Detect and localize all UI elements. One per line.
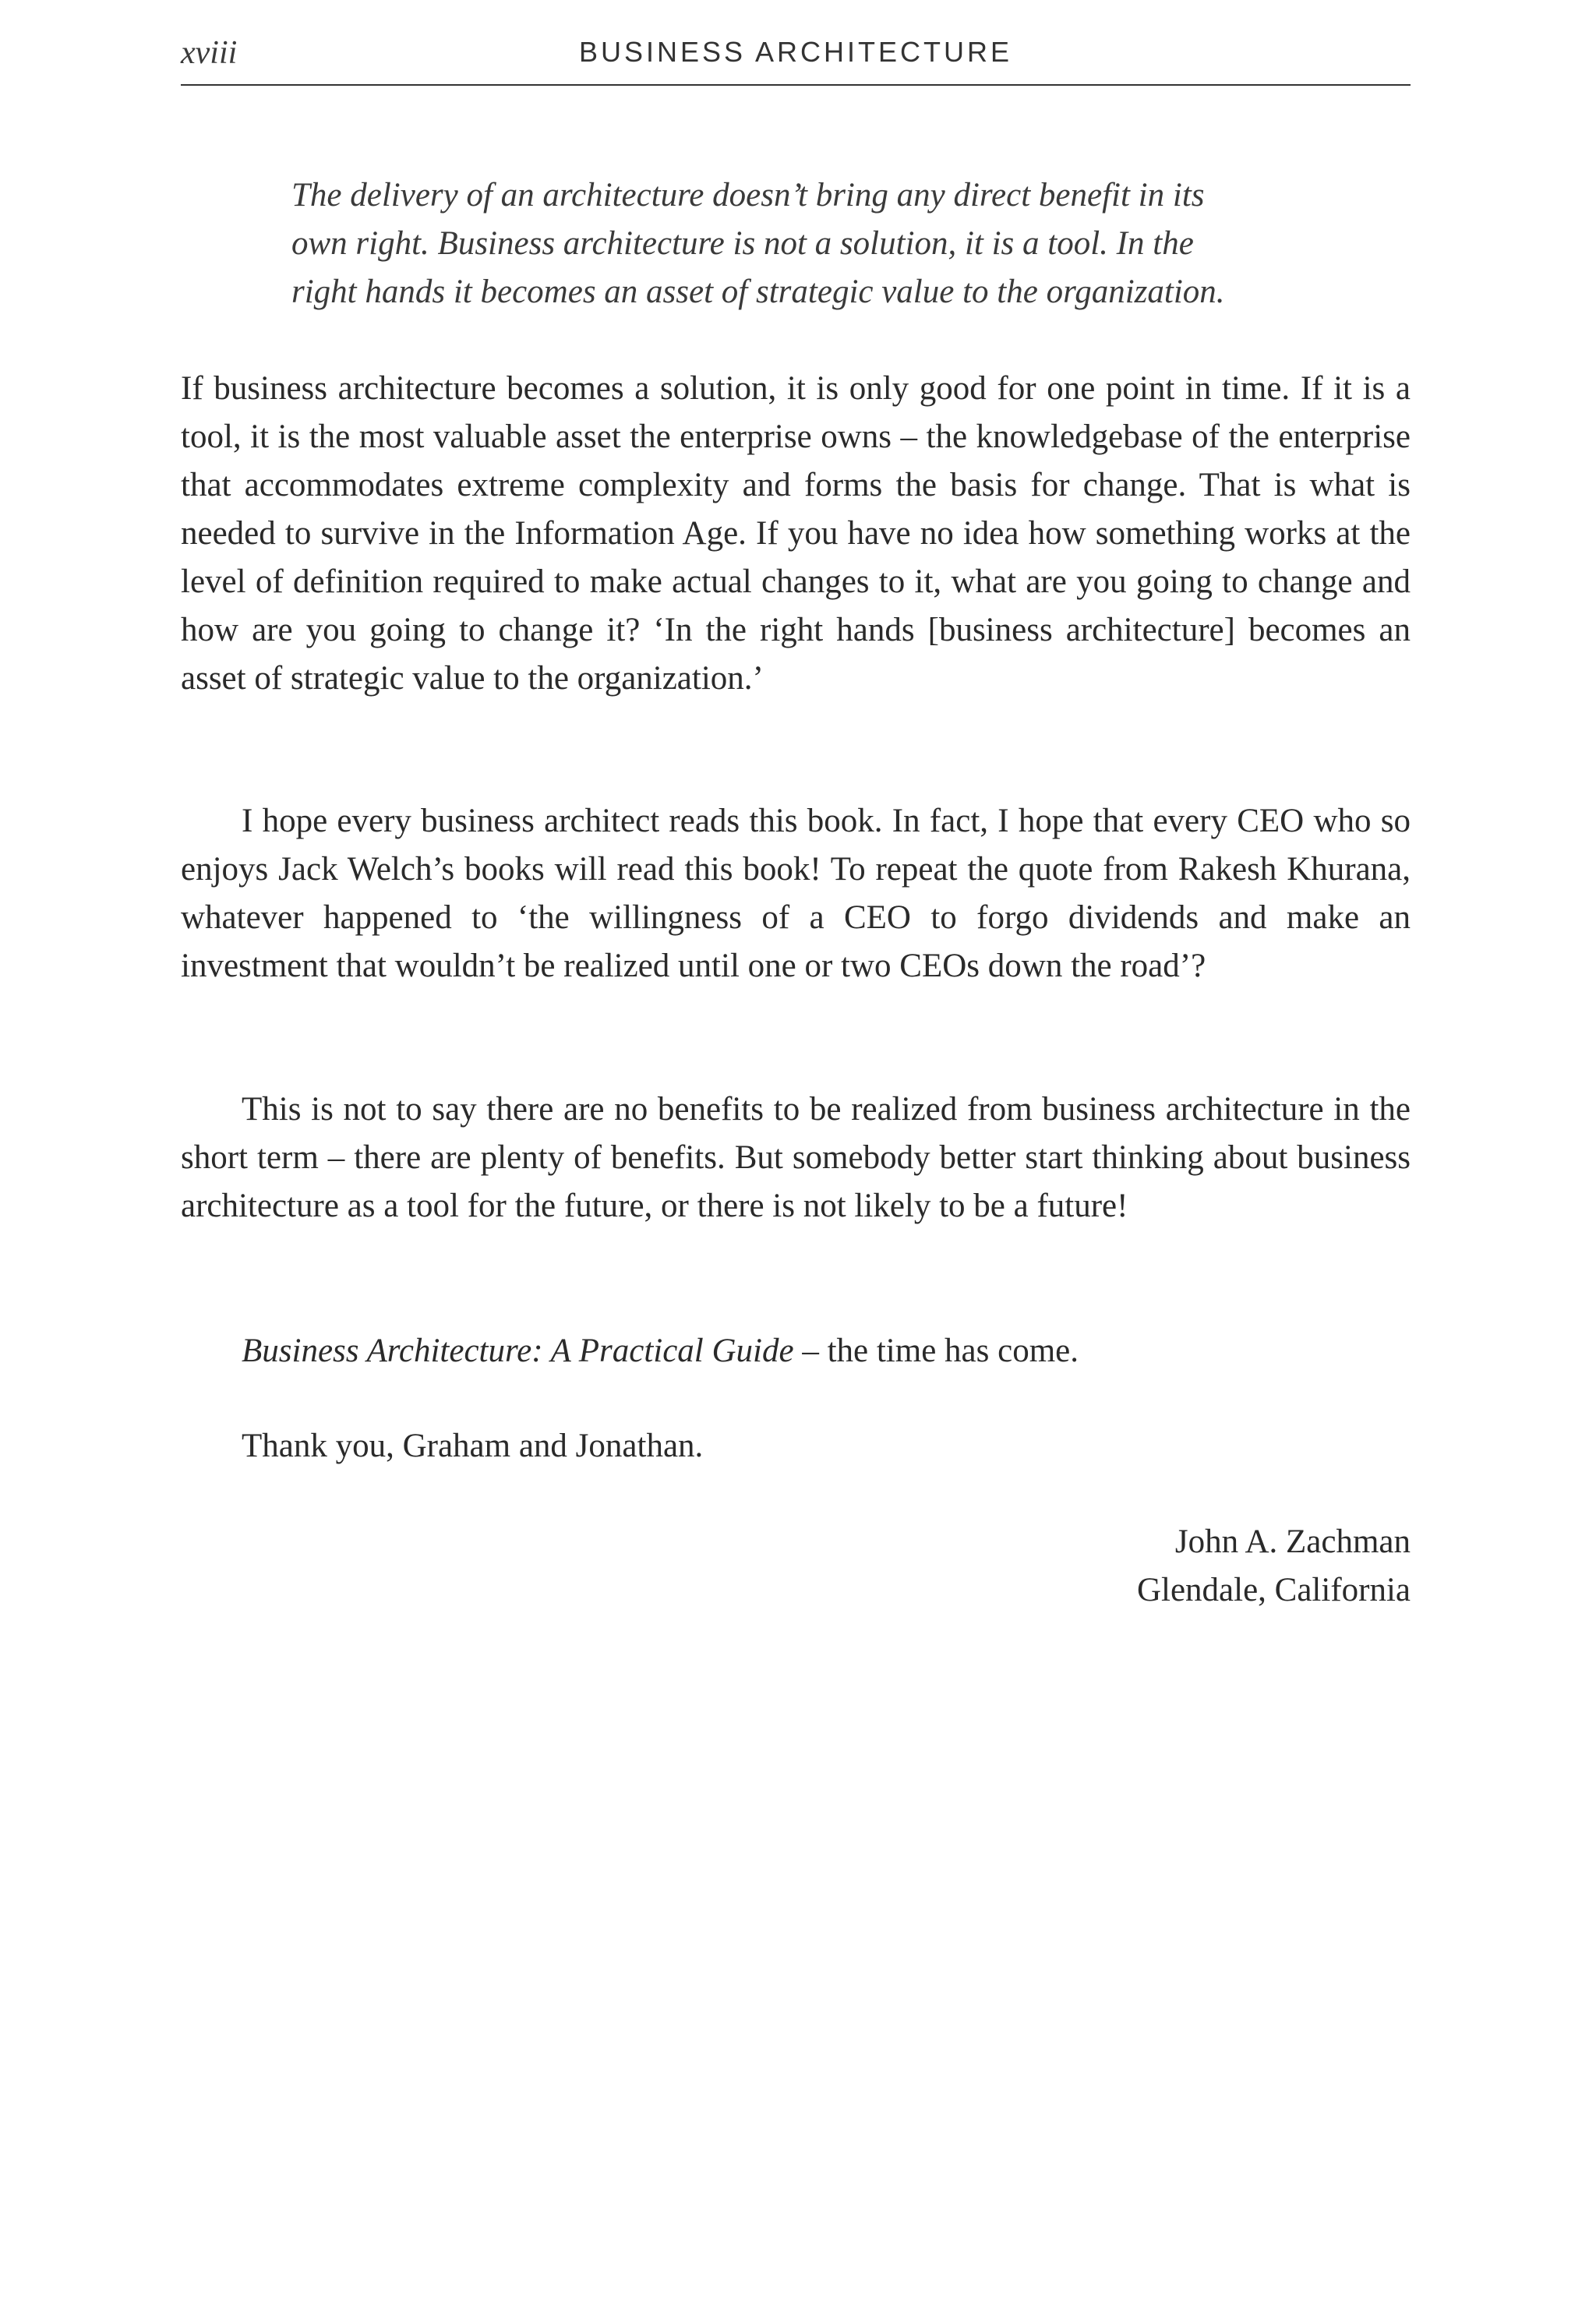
thanks-line: Thank you, Graham and Jonathan. xyxy=(242,1428,704,1464)
epigraph-quote: The delivery of an architecture doesn’t bring any direct benefit in its own right. Business architecture is not a solution, it is a tool. In the right hands it becomes an asset of strategic value to the organization. xyxy=(291,177,1225,310)
body-paragraph-2: I hope every business architect reads this book. In fact, I hope that every CEO who so enjoys Jack Welch’s books will read this book! To repeat the quote from Rakesh Khurana, whatever happened to ‘the willingness of a CEO to forgo dividends and make an investment that wouldn’t be realized until one or two CEOs down the road’? xyxy=(181,803,1411,984)
signature-name: John A. Zachman xyxy=(1174,1523,1411,1560)
page-number: xviii xyxy=(181,35,238,71)
body-paragraph-3: This is not to say there are no benefits to be realized from business architecture in the short term – there are plenty of benefits. But somebody better start thinking about business architecture as a tool for the future, or there is not likely to be a future! xyxy=(181,1091,1411,1224)
signature-location: Glendale, California xyxy=(1136,1572,1411,1608)
book-title-line xyxy=(242,1327,1079,1375)
document-page xyxy=(181,0,1411,2323)
running-title: BUSINESS ARCHITECTURE xyxy=(578,36,1013,68)
body-paragraph-1: If business architecture becomes a solution, it is only good for one point in time. If it is a tool, it is the most valuable asset the enterprise owns – the knowledgebase of the enterprise that accommodates extreme complexity and forms the basis for change. That is what is needed to survive in the Information Age. If you have no idea how something works at the level of definition required to make actual changes to it, what are you going to change and how are you going to change it? ‘In the right hands [business architecture] becomes an asset of strategic value to the organization.’ xyxy=(181,370,1411,697)
book-title-rest: – the time has come. xyxy=(793,1333,1079,1369)
running-header xyxy=(181,30,1411,86)
book-title: Business Architecture: A Practical Guide xyxy=(242,1333,794,1369)
signature-block xyxy=(709,1518,1411,1615)
